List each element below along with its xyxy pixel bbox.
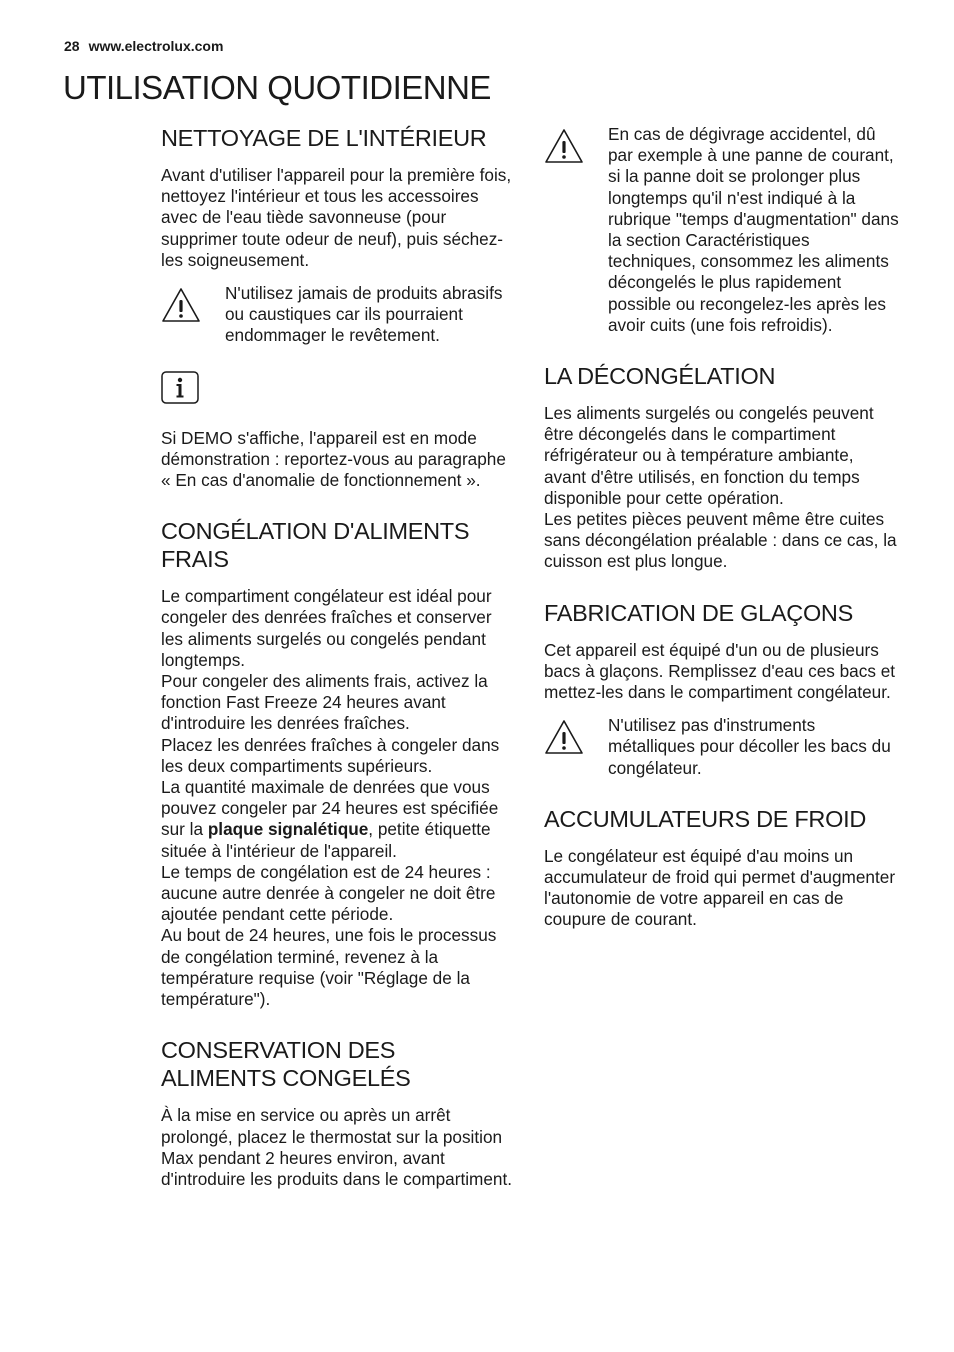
section-heading-accumulateurs: ACCUMULATEURS DE FROID — [544, 805, 866, 832]
congelation-p5: Le temps de congélation est de 24 heures : aucune autre denrée à congeler ne doit être ajoutée pendant cette période. — [161, 861, 496, 925]
accumulateurs-body: Le congélateur est équipé d'au moins un accumulateur de froid qui permet d'augmenter l'autonomie de votre appareil en cas de coupure de courant. — [544, 845, 896, 930]
congelation-p4: La quantité maximale de denrées que vous pouvez congeler par 24 heures est spécifiée sur la plaque signalétique, petite étiquette située à l'intérieur de l'appareil. — [161, 777, 499, 861]
congelation-p1: Le compartiment congélateur est idéal pour congeler des denrées fraîches et conserver les aliments surgelés ou congelés pendant longtemps. — [161, 586, 492, 670]
conservation-warning — [544, 124, 900, 336]
nettoyage-warning — [161, 283, 513, 347]
conservation-body: À la mise en service ou après un arrêt prolongé, placez le thermostat sur la position Max pendant 2 heures environ, avant d'introduire les produits dans le compartiment. — [161, 1105, 513, 1189]
section-heading-conservation: CONSERVATION DES ALIMENTS CONGELÉS — [161, 1037, 411, 1092]
section-heading-glacons: FABRICATION DE GLAÇONS — [544, 599, 853, 626]
warning-icon — [544, 128, 584, 164]
page-title: UTILISATION QUOTIDIENNE — [63, 69, 491, 106]
section-heading-decongelation: LA DÉCONGÉLATION — [544, 363, 776, 390]
page-number: 28 — [64, 38, 80, 54]
section-heading-nettoyage: NETTOYAGE DE L'INTÉRIEUR — [161, 125, 487, 151]
page-header — [64, 38, 223, 54]
congelation-p3: Placez les denrées fraîches à congeler dans les deux compartiments supérieurs. — [161, 734, 500, 776]
nettoyage-body: Avant d'utiliser l'appareil pour la première fois, nettoyez l'intérieur et tous les accessoires avec de l'eau tiède savonneuse (pour supprimer toute odeur de neuf), puis séchez-les soigneusement. — [161, 165, 512, 270]
info-icon — [161, 371, 199, 404]
section-heading-congelation: CONGÉLATION D'ALIMENTS FRAIS — [161, 518, 470, 573]
left-column — [161, 124, 513, 1190]
website-url[interactable]: www.electrolux.com — [88, 38, 224, 54]
conservation-warning-text: En cas de dégivrage accidentel, dû par exemple à une panne de courant, si la panne doit se prolonger plus longtemps qu'il n'est indiqué à la rubrique "temps d'augmentation" dans la section Caractéristiques techniques, consommez les aliments décongelés le plus rapidement possible ou recongelez-les après les avoir cuits (une fois refroidis). — [608, 124, 899, 335]
warning-icon — [544, 719, 584, 755]
warning-icon — [161, 287, 201, 323]
glacons-warning — [544, 715, 900, 779]
congelation-p6: Au bout de 24 heures, une fois le processus de congélation terminé, revenez à la température requise (voir "Réglage de la température"). — [161, 925, 497, 1010]
decongelation-p1: Les aliments surgelés ou congelés peuvent être décongelés dans le compartiment réfrigérateur ou à température ambiante, avant d'être utilisés, en fonction du temps disponible pour cette opération. — [544, 403, 874, 508]
nettoyage-info-text: Si DEMO s'affiche, l'appareil est en mode démonstration : reportez-vous au paragraphe « En cas d'anomalie de fonctionnement ». — [161, 427, 506, 491]
glacons-body: Cet appareil est équipé d'un ou de plusieurs bacs à glaçons. Remplissez d'eau ces bacs et mettez-les dans le compartiment congélateur. — [544, 639, 896, 703]
decongelation-p2: Les petites pièces peuvent même être cuites sans décongélation préalable : dans ce cas, la cuisson est plus longue. — [544, 509, 897, 572]
glacons-warning-text: N'utilisez pas d'instruments métalliques pour décoller les bacs du congélateur. — [608, 715, 891, 778]
right-column — [544, 124, 900, 931]
congelation-p2: Pour congeler des aliments frais, activez la fonction Fast Freeze 24 heures avant d'introduire les denrées fraîches. — [161, 671, 488, 734]
nettoyage-warning-text: N'utilisez jamais de produits abrasifs ou caustiques car ils pourraient endommager le revêtement. — [225, 283, 503, 346]
plaque-signaletique-term: plaque signalétique — [207, 819, 369, 840]
